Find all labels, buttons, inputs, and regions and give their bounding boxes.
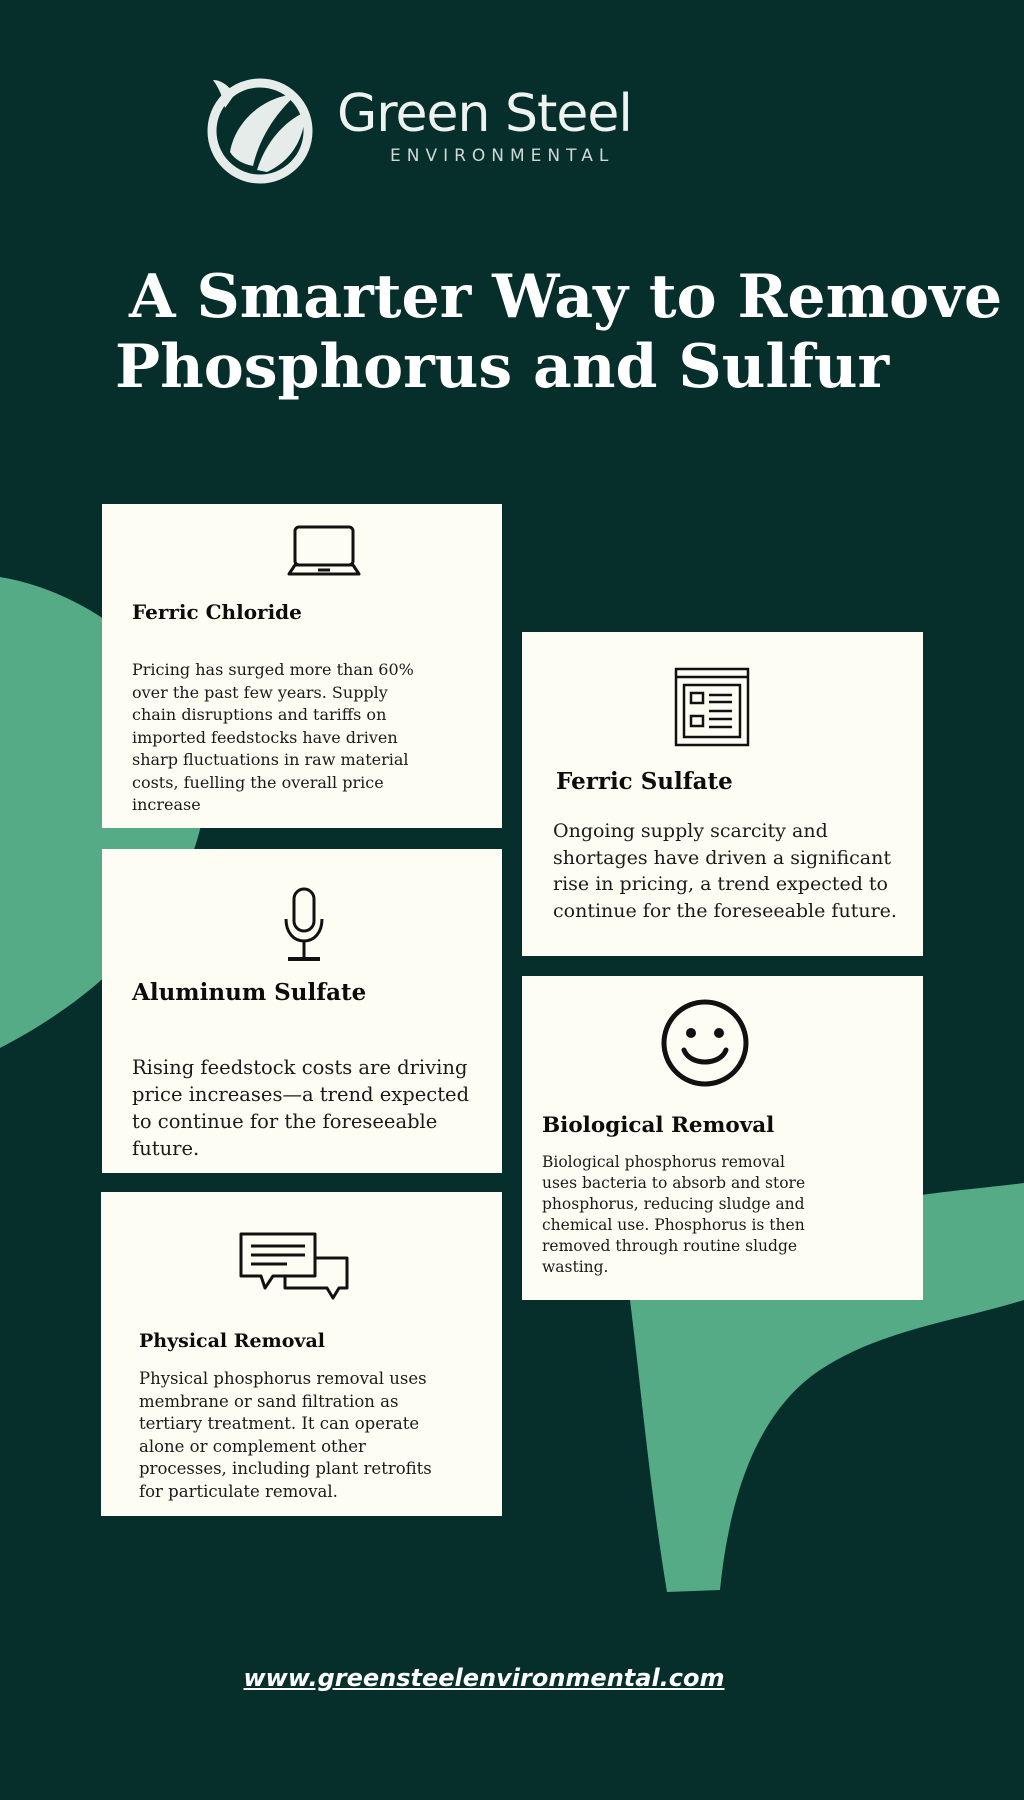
brand-logo xyxy=(205,74,705,186)
card-heading: Physical Removal xyxy=(139,1330,325,1352)
swoosh-logo-icon xyxy=(205,74,315,184)
microphone-icon xyxy=(282,887,326,967)
card-text: Ongoing supply scarcity and shortages have driven a significant rise in pricing, a trend expected to continue for the foreseeable future. xyxy=(553,820,897,922)
card-text: Pricing has surged more than 60% over the past few years. Supply chain disruptions and tariffs on imported feedstocks have driven sharp fluctuations in raw material costs, fuelling the overall price increase xyxy=(132,660,414,814)
title-line-2: Phosphorus and Sulfur xyxy=(115,332,890,402)
card-text: Biological phosphorus removal uses bacteria to absorb and store phosphorus, reducing sludge and chemical use. Phosphorus is then removed through routine sludge wasting. xyxy=(542,1153,806,1276)
newspaper-icon xyxy=(674,667,750,747)
card-aluminum-sulfate xyxy=(102,849,502,1173)
laptop-icon xyxy=(287,524,361,580)
card-physical-removal xyxy=(101,1192,502,1516)
page-title xyxy=(115,262,1003,402)
smiley-face-icon xyxy=(660,998,750,1088)
website-link[interactable]: www.greensteelenvironmental.com xyxy=(243,1664,725,1692)
card-heading: Biological Removal xyxy=(542,1113,775,1138)
brand-subtitle: ENVIRONMENTAL xyxy=(390,146,615,166)
title-line-1: A Smarter Way to Remove xyxy=(129,262,1003,332)
card-ferric-sulfate xyxy=(522,632,923,956)
card-text: Physical phosphorus removal uses membrane or sand filtration as tertiary treatment. It can operate alone or complement other processes, including plant retrofits for particulate removal. xyxy=(139,1369,432,1501)
brand-name: Green Steel xyxy=(337,84,632,144)
card-heading: Aluminum Sulfate xyxy=(132,979,367,1006)
card-heading: Ferric Sulfate xyxy=(556,768,733,795)
card-text: Rising feedstock costs are driving price increases—a trend expected to continue for the foreseeable future. xyxy=(132,1056,470,1160)
chat-bubbles-icon xyxy=(239,1232,349,1304)
card-ferric-chloride xyxy=(102,504,502,828)
card-heading: Ferric Chloride xyxy=(132,600,302,624)
card-biological-removal xyxy=(522,976,923,1300)
